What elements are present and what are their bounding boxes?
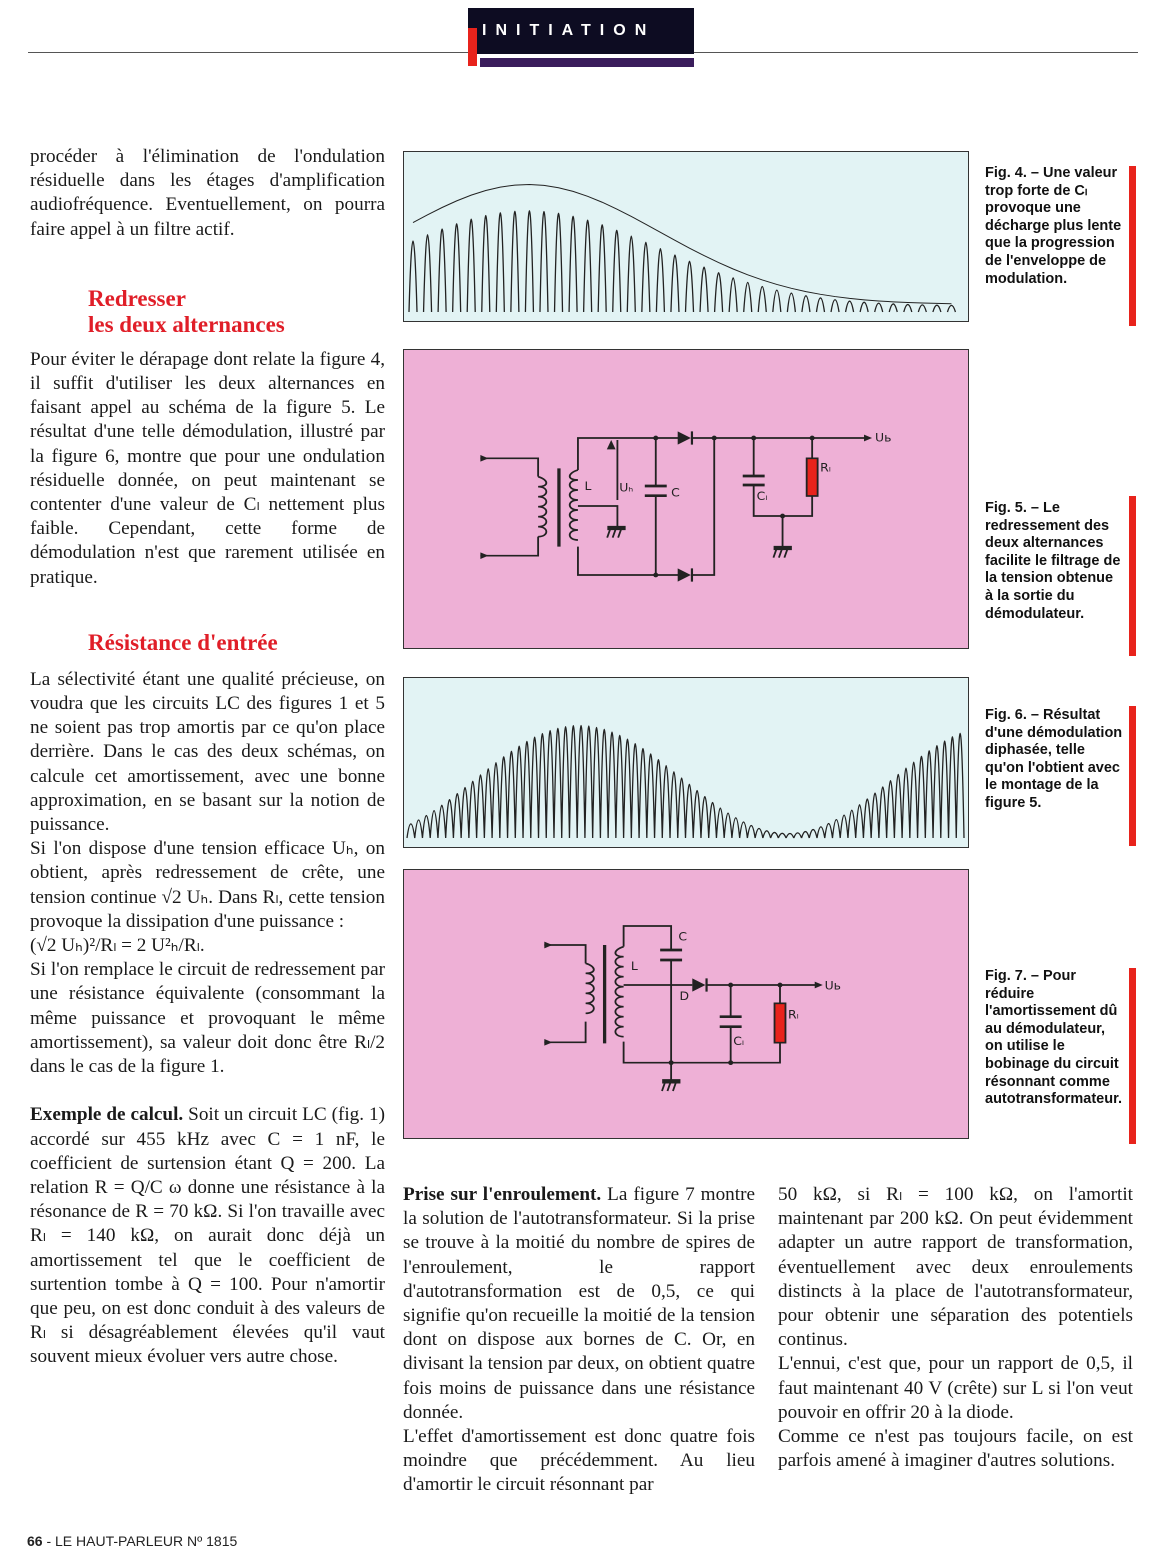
header-red-accent <box>468 28 477 66</box>
capacitor-cl-icon <box>743 476 765 485</box>
resistor-rl-icon <box>807 458 818 496</box>
rectified-pulses <box>407 726 964 838</box>
paragraph: procéder à l'élimination de l'ondulation résiduelle dans les étages d'amplification audiofréquence. Eventuellement, on pourra faire appel à un filtre actif. <box>30 146 385 240</box>
section-title: INITIATION <box>482 22 656 39</box>
input-terminal-icons <box>544 942 552 1046</box>
label-c: C <box>671 486 680 500</box>
figure-6-waveform <box>403 677 969 848</box>
figure-6-caption: Fig. 6. – Résultat d'une démodulation diphasée, telle qu'on l'obtient avec le montage de la figure 5. <box>985 707 1123 811</box>
paragraph: La sélectivité étant une qualité précieuse, on voudra que les circuits LC des figures 1 et 5 ne soient pas trop amortis par ce qu'on place derrière. Dans le cas des deux schémas, on calcule cet amortissement, avec une bonne approximation, en se basant sur la notion de puissance. <box>30 668 385 836</box>
label-c: C <box>678 930 688 944</box>
header-purple-accent <box>480 58 694 67</box>
paragraph: Si l'on dispose d'une tension efficace Uₕ, on obtient, après redressement de crête, une tension continue √2 Uₕ. Dans Rₗ, cette tension provoque la dissipation d'une puissance : <box>30 838 385 932</box>
caption-red-bar <box>1129 496 1136 656</box>
input-wires <box>544 945 585 1042</box>
page-number: 66 <box>27 1533 43 1549</box>
label-l: L <box>630 959 638 973</box>
input-wires <box>480 458 538 555</box>
label-d: D <box>679 989 690 1003</box>
label-cl: Cₗ <box>733 1034 744 1048</box>
paragraph: 50 kΩ, si Rₗ = 100 kΩ, on l'amortit maintenant par 200 kΩ. On peut évidemment adapter un autre rapport de transformation, éventuellement avec deux enroulements distincts à la place de l'autotransformateur, pour obtenir une séparation des potentiels continus. <box>778 1184 1133 1351</box>
figure-5-caption: Fig. 5. – Le redressement des deux alternances facilite le filtrage de la tension obtenue à la sortie du démodulateur. <box>985 500 1121 622</box>
paragraph: Si l'on remplace le circuit de redressement par une résistance équivalente (consommant la même puissance et provoquant le même amortissement), sa valeur doit donc être Rₗ/2 dans le cas de la figure 1. <box>30 959 385 1078</box>
rectified-pulses <box>409 211 955 312</box>
header-rule-left <box>28 52 468 53</box>
ground-icon <box>607 527 625 538</box>
primary-coil-icon <box>586 963 594 1013</box>
label-rl: Rₗ <box>788 1007 799 1022</box>
lead-in: Exemple de calcul. <box>30 1104 184 1126</box>
figure-4-waveform <box>403 151 969 322</box>
secondary-coil-icon <box>615 947 623 1037</box>
heading-line: les deux alternances <box>88 311 285 337</box>
diode-bottom-icon <box>678 568 693 581</box>
uh-arrow-icon <box>607 440 616 449</box>
capacitor-cl-icon <box>720 1017 742 1027</box>
paragraph-example <box>30 1103 385 1369</box>
header-rule-right <box>694 52 1138 53</box>
paragraph-text: Soit un circuit LC (fig. 1) accordé sur 455 kHz avec C = 1 nF, le coefficient de surtension étant Q = 200. La relation R = Q/C ω donne une résistance à la résonance de R = 70 kΩ. Si l'on travaille avec Rₗ = 140 kΩ, on aurait donc déjà un amortissement tel que le coefficient de surtention tombe à Q = 100. Pour n'amortir que peu, on est donc conduit à des valeurs de Rₗ si désagréablement élevées qu'il vaut souvent mieux évoluer vers autre chose. <box>30 1104 385 1368</box>
ground-icon <box>662 1080 680 1091</box>
wires <box>578 438 868 575</box>
secondary-coil-icon <box>570 470 578 540</box>
label-uh: Uₕ <box>619 481 634 495</box>
output-arrow-icon <box>864 435 872 442</box>
ground-icon <box>773 547 791 558</box>
primary-coil-icon <box>538 477 546 537</box>
paragraph: L'effet d'amortissement est donc quatre fois moindre que précédemment. Au lieu d'amortir le circuit résonnant par <box>403 1426 755 1496</box>
label-l: L <box>584 479 592 493</box>
right-column <box>778 1183 1133 1473</box>
center-tap <box>578 440 617 527</box>
wires <box>624 926 817 1080</box>
page-footer <box>27 1533 237 1549</box>
diode-top-icon <box>678 431 693 444</box>
diode-d-icon <box>692 978 707 991</box>
input-terminal-icons <box>480 455 488 559</box>
envelope-curve <box>413 185 951 304</box>
caption-red-bar <box>1129 706 1136 846</box>
paragraph-text: La figure 7 montre la solution de l'autotransformateur. Si la prise se trouve à la moitié du nombre de spires de l'enroulement, le rapport d'autotransformation est de 0,5, ce qui signifie qu'on recueille la moitié de la tension dont on dispose aux bornes de C. Or, en divisant la tension par deux, on obtient quatre fois moins de puissance dans une résistance donnée. <box>403 1184 755 1423</box>
middle-column <box>403 1183 755 1498</box>
heading-line: Redresser <box>88 285 186 311</box>
caption-red-bar <box>1129 968 1136 1144</box>
capacitor-c-icon <box>660 950 682 960</box>
label-rl: Rₗ <box>820 461 831 475</box>
label-cl: Cₗ <box>756 489 768 503</box>
capacitor-c-icon <box>645 486 667 496</box>
paragraph: Pour éviter le dérapage dont relate la figure 4, il suffit d'utiliser les deux alternances en faisant appel au schéma de la figure 5. Le résultat d'une telle démodulation, illustré par la figure 6, montre que pour une ondulation résiduelle donnée, on peut maintenant se contenter d'une valeur de Cₗ nettement plus faible. Cependant, cette forme de démodulation n'est que rarement utilisée en pratique. <box>30 348 385 588</box>
heading-resistance: Résistance d'entrée <box>88 629 278 655</box>
resistor-rl-icon <box>775 1003 786 1042</box>
label-ub: Uь <box>824 978 841 993</box>
left-column <box>30 145 385 1370</box>
label-ub: Uь <box>875 431 892 445</box>
formula: (√2 Uₕ)²/Rₗ = 2 U²ₕ/Rₗ. <box>30 935 205 957</box>
lead-in: Prise sur l'enroulement. <box>403 1184 602 1205</box>
full-wave-rectifier-schematic <box>400 350 970 650</box>
figure-7-caption: Fig. 7. – Pour réduire l'amortissement dû au démodulateur, on utilise le bobinage du circuit résonnant comme autotransformateur. <box>985 968 1122 1108</box>
publication-name: - LE HAUT-PARLEUR Nº 1815 <box>42 1533 238 1549</box>
caption-red-bar <box>1129 166 1136 326</box>
section-header <box>468 8 694 54</box>
output-arrow-icon <box>815 982 823 989</box>
paragraph: L'ennui, c'est que, pour un rapport de 0,5, il faut maintenant 40 V (crête) sur L si l'on veut pouvoir en offrir 20 à la diode. <box>778 1353 1133 1423</box>
figure-4-caption: Fig. 4. – Une valeur trop forte de Cₗ provoque une décharge plus lente que la progression de l'enveloppe de modulation. <box>985 165 1122 287</box>
heading-redresser <box>88 286 385 338</box>
autotransformer-schematic <box>400 870 970 1140</box>
paragraph <box>403 1183 755 1425</box>
paragraph: Comme ce n'est pas toujours facile, on est parfois amené à imaginer d'autres solutions. <box>778 1426 1133 1472</box>
full-wave-waveform <box>404 678 967 846</box>
half-wave-waveform <box>404 152 967 320</box>
